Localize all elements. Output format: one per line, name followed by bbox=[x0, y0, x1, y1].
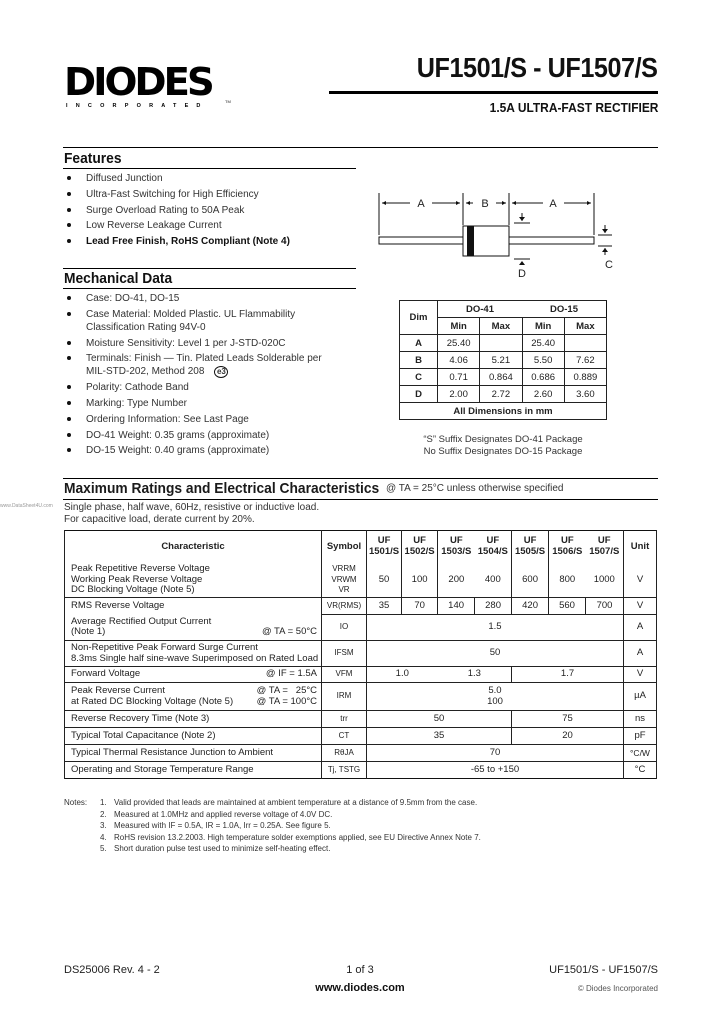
dim-value: 0.71 bbox=[438, 369, 480, 386]
min-header: Min bbox=[522, 318, 564, 335]
part-header: UF 1506/S bbox=[549, 531, 586, 563]
min-header: Min bbox=[438, 318, 480, 335]
package-outline-diagram bbox=[370, 185, 630, 280]
ratings-heading: Maximum Ratings and Electrical Characteristics bbox=[64, 480, 380, 497]
value-cell: 600 bbox=[512, 563, 549, 598]
symbol-cell: IO bbox=[322, 615, 367, 641]
mechanical-item: Marking: Type Number bbox=[64, 397, 364, 410]
dim-value: 5.50 bbox=[522, 352, 564, 369]
dim-value: 2.72 bbox=[480, 386, 522, 403]
unit-cell: °C bbox=[624, 762, 657, 779]
value-cell: 1.0 bbox=[366, 667, 437, 683]
table-row-vrrm bbox=[65, 563, 657, 598]
value-cell: 1000 bbox=[586, 563, 624, 598]
unit-cell: V bbox=[624, 667, 657, 683]
footer-part-range: UF1501/S - UF1507/S bbox=[549, 964, 658, 976]
logo-subtext: INCORPORATED bbox=[66, 103, 209, 109]
characteristic-cell: Average Rectified Output Current (Note 1) @ TA = 50°C bbox=[65, 615, 322, 641]
dim-row bbox=[400, 352, 607, 369]
table-row-rtheta bbox=[65, 745, 657, 762]
copyright: © Diodes Incorporated bbox=[577, 984, 658, 993]
characteristic-cell: Forward Voltage @ IF = 1.5A bbox=[65, 667, 322, 683]
characteristic-cell: Typical Total Capacitance (Note 2) bbox=[65, 728, 322, 745]
value-cell: 20 bbox=[512, 728, 624, 745]
table-row-cj bbox=[65, 728, 657, 745]
dim-value bbox=[564, 335, 606, 352]
value-cell: 50 bbox=[366, 711, 511, 728]
feature-item: Low Reverse Leakage Current bbox=[64, 219, 364, 232]
mechanical-item: Case: DO-41, DO-15 bbox=[64, 292, 364, 305]
value-cell: 700 bbox=[586, 598, 624, 615]
value-cell: 800 bbox=[549, 563, 586, 598]
part-header: UF 1503/S bbox=[438, 531, 475, 563]
dim-value: 0.686 bbox=[522, 369, 564, 386]
dimensions-footer: All Dimensions in mm bbox=[400, 403, 607, 420]
value-cell: -65 to +150 bbox=[366, 762, 623, 779]
logo-wordmark: DIODES bbox=[64, 60, 212, 104]
unit-cell: µA bbox=[624, 683, 657, 711]
watermark: www.DataSheet4U.com bbox=[0, 503, 53, 509]
value-cell: 75 bbox=[512, 711, 624, 728]
unit-cell: °C/W bbox=[624, 745, 657, 762]
dim-label-b: B bbox=[481, 198, 489, 210]
value-cell: 5.0 100 bbox=[366, 683, 623, 711]
characteristic-cell: Peak Reverse Current @ TA = 25°C at Rated DC Blocking Voltage (Note 5) @ TA = 100°C bbox=[65, 683, 322, 711]
dim-label: D bbox=[400, 386, 438, 403]
website-link[interactable]: www.diodes.com bbox=[315, 982, 405, 994]
symbol-cell: VR(RMS) bbox=[322, 598, 367, 615]
dim-label-a: A bbox=[417, 198, 425, 210]
header-divider bbox=[63, 147, 658, 148]
document-subtitle: 1.5A ULTRA-FAST RECTIFIER bbox=[489, 100, 658, 115]
table-header-row bbox=[65, 531, 657, 563]
dim-label-a2: A bbox=[549, 198, 557, 210]
features-divider bbox=[63, 168, 356, 169]
mechanical-item-terminals bbox=[64, 352, 324, 378]
feature-item: Diffused Junction bbox=[64, 172, 364, 185]
symbol-cell: RθJA bbox=[322, 745, 367, 762]
feature-item: Ultra-Fast Switching for High Efficiency bbox=[64, 188, 364, 201]
value-cell: 1.5 bbox=[366, 615, 623, 641]
mechanical-top-divider bbox=[63, 268, 356, 269]
table-row-tj bbox=[65, 762, 657, 779]
unit-cell: A bbox=[624, 615, 657, 641]
ratings-intro bbox=[64, 502, 319, 526]
value-cell: 1.7 bbox=[512, 667, 624, 683]
value-cell: 50 bbox=[366, 563, 401, 598]
feature-item: Surge Overload Rating to 50A Peak bbox=[64, 204, 364, 217]
value-cell: 560 bbox=[549, 598, 586, 615]
table-row-ifsm bbox=[65, 641, 657, 667]
document-title: UF1501/S - UF1507/S bbox=[417, 52, 658, 83]
ratings-condition: @ TA = 25°C unless otherwise specified bbox=[386, 483, 564, 494]
table-row-vfm bbox=[65, 667, 657, 683]
note-item: 4. RoHS revision 13.2.2003. High temperature solder exemptions applied, see EU Directive Annex Note 7. bbox=[100, 832, 481, 842]
features-heading: Features bbox=[64, 150, 122, 167]
dim-label: B bbox=[400, 352, 438, 369]
mechanical-item: DO-15 Weight: 0.40 grams (approximate) bbox=[64, 444, 364, 457]
mechanical-item: DO-41 Weight: 0.35 grams (approximate) bbox=[64, 429, 364, 442]
part-header: UF 1507/S bbox=[586, 531, 624, 563]
table-row-vrms bbox=[65, 598, 657, 615]
dim-value bbox=[480, 335, 522, 352]
dim-value: 25.40 bbox=[438, 335, 480, 352]
suffix-note bbox=[399, 434, 607, 458]
mechanical-item: Case Material: Molded Plastic. UL Flammability Classification Rating 94V-0 bbox=[64, 308, 324, 334]
mechanical-list bbox=[64, 292, 364, 460]
unit-cell: pF bbox=[624, 728, 657, 745]
intro-line: Single phase, half wave, 60Hz, resistive or inductive load. bbox=[64, 502, 320, 513]
max-header: Max bbox=[564, 318, 606, 335]
note-item: 2. Measured at 1.0MHz and applied reverse voltage of 4.0V DC. bbox=[100, 809, 333, 819]
part-header: UF 1505/S bbox=[512, 531, 549, 563]
symbol-cell: CT bbox=[322, 728, 367, 745]
dim-label: A bbox=[400, 335, 438, 352]
document-id: DS25006 Rev. 4 - 2 bbox=[64, 964, 160, 976]
characteristic-cell: RMS Reverse Voltage bbox=[65, 598, 322, 615]
part-header: UF 1502/S bbox=[402, 531, 438, 563]
symbol-header: Symbol bbox=[322, 531, 367, 563]
dim-value: 0.864 bbox=[480, 369, 522, 386]
dim-value: 25.40 bbox=[522, 335, 564, 352]
table-row-irm bbox=[65, 683, 657, 711]
value-cell: 35 bbox=[366, 728, 511, 745]
dim-value: 2.60 bbox=[522, 386, 564, 403]
features-list bbox=[64, 172, 364, 251]
page-number: 1 of 3 bbox=[346, 964, 374, 976]
ratings-divider bbox=[63, 478, 658, 479]
suffix-note-s: “S” Suffix Designates DO-41 Package bbox=[423, 434, 583, 445]
value-cell: 100 bbox=[402, 563, 438, 598]
electrical-characteristics-table bbox=[64, 530, 657, 779]
value-cell: 280 bbox=[475, 598, 512, 615]
suffix-note-none: No Suffix Designates DO-15 Package bbox=[423, 446, 583, 457]
characteristic-header: Characteristic bbox=[65, 531, 322, 563]
diodes-logo bbox=[64, 60, 231, 112]
title-divider bbox=[329, 91, 658, 94]
mechanical-item: Moisture Sensitivity: Level 1 per J-STD-020C bbox=[64, 337, 364, 350]
value-cell: 50 bbox=[366, 641, 623, 667]
symbol-cell: VRRM VRWM VR bbox=[322, 563, 367, 598]
characteristic-cell: Non-Repetitive Peak Forward Surge Current 8.3ms Single half sine-wave Superimposed on Rated Load bbox=[65, 641, 322, 667]
value-cell: 1.3 bbox=[438, 667, 512, 683]
dimensions-table bbox=[399, 300, 607, 420]
dim-header: Dim bbox=[400, 301, 438, 335]
symbol-cell: VFM bbox=[322, 667, 367, 683]
do15-header: DO-15 bbox=[522, 301, 607, 318]
note-item: 5. Short duration pulse test used to minimize self-heating effect. bbox=[100, 844, 331, 853]
value-cell: 200 bbox=[438, 563, 475, 598]
characteristic-cell: Peak Repetitive Reverse Voltage Working Peak Reverse Voltage DC Blocking Voltage (Note 5) bbox=[65, 563, 322, 598]
characteristic-cell: Operating and Storage Temperature Range bbox=[65, 762, 322, 779]
notes-section bbox=[64, 797, 481, 855]
dim-value: 5.21 bbox=[480, 352, 522, 369]
dim-value: 2.00 bbox=[438, 386, 480, 403]
dim-value: 0.889 bbox=[564, 369, 606, 386]
dim-label: C bbox=[400, 369, 438, 386]
dim-row bbox=[400, 369, 607, 386]
intro-line: For capacitive load, derate current by 20%. bbox=[64, 514, 255, 525]
note-item: 3. Measured with IF = 0.5A, IR = 1.0A, Irr = 0.25A. See figure 5. bbox=[100, 821, 331, 830]
unit-cell: V bbox=[624, 563, 657, 598]
value-cell: 35 bbox=[366, 598, 401, 615]
unit-cell: V bbox=[624, 598, 657, 615]
dim-value: 3.60 bbox=[564, 386, 606, 403]
note-item: Notes: 1. Valid provided that leads are maintained at ambient temperature at a distance of 9.5mm from the case. bbox=[64, 798, 478, 807]
mechanical-item: Polarity: Cathode Band bbox=[64, 381, 364, 394]
symbol-cell: trr bbox=[322, 711, 367, 728]
value-cell: 400 bbox=[475, 563, 512, 598]
unit-cell: A bbox=[624, 641, 657, 667]
value-cell: 420 bbox=[512, 598, 549, 615]
mechanical-item: Ordering Information: See Last Page bbox=[64, 413, 364, 426]
symbol-cell: IRM bbox=[322, 683, 367, 711]
dim-label-d: D bbox=[518, 268, 526, 280]
ratings-underline bbox=[63, 499, 658, 500]
unit-cell: ns bbox=[624, 711, 657, 728]
table-row-io bbox=[65, 615, 657, 641]
dim-label-c: C bbox=[605, 259, 613, 271]
characteristic-cell: Reverse Recovery Time (Note 3) bbox=[65, 711, 322, 728]
value-cell: 70 bbox=[366, 745, 623, 762]
mechanical-heading: Mechanical Data bbox=[64, 270, 173, 287]
characteristic-cell: Typical Thermal Resistance Junction to Ambient bbox=[65, 745, 322, 762]
symbol-cell: Tj, TSTG bbox=[322, 762, 367, 779]
symbol-cell: IFSM bbox=[322, 641, 367, 667]
unit-header: Unit bbox=[624, 531, 657, 563]
part-header: UF 1501/S bbox=[366, 531, 401, 563]
dim-value: 7.62 bbox=[564, 352, 606, 369]
value-cell: 140 bbox=[438, 598, 475, 615]
terminals-text: Terminals: Finish — Tin. Plated Leads Solderable per MIL-STD-202, Method 208 bbox=[86, 353, 322, 378]
part-header: UF 1504/S bbox=[475, 531, 512, 563]
mechanical-divider bbox=[63, 288, 356, 289]
e3-lead-free-icon: e3 bbox=[214, 366, 228, 378]
do41-header: DO-41 bbox=[438, 301, 523, 318]
value-cell: 70 bbox=[402, 598, 438, 615]
feature-item-rohs: Lead Free Finish, RoHS Compliant (Note 4) bbox=[64, 235, 364, 248]
dim-row bbox=[400, 386, 607, 403]
dim-value: 4.06 bbox=[438, 352, 480, 369]
table-row-trr bbox=[65, 711, 657, 728]
dim-row bbox=[400, 335, 607, 352]
logo-trademark: TM bbox=[225, 99, 231, 104]
max-header: Max bbox=[480, 318, 522, 335]
